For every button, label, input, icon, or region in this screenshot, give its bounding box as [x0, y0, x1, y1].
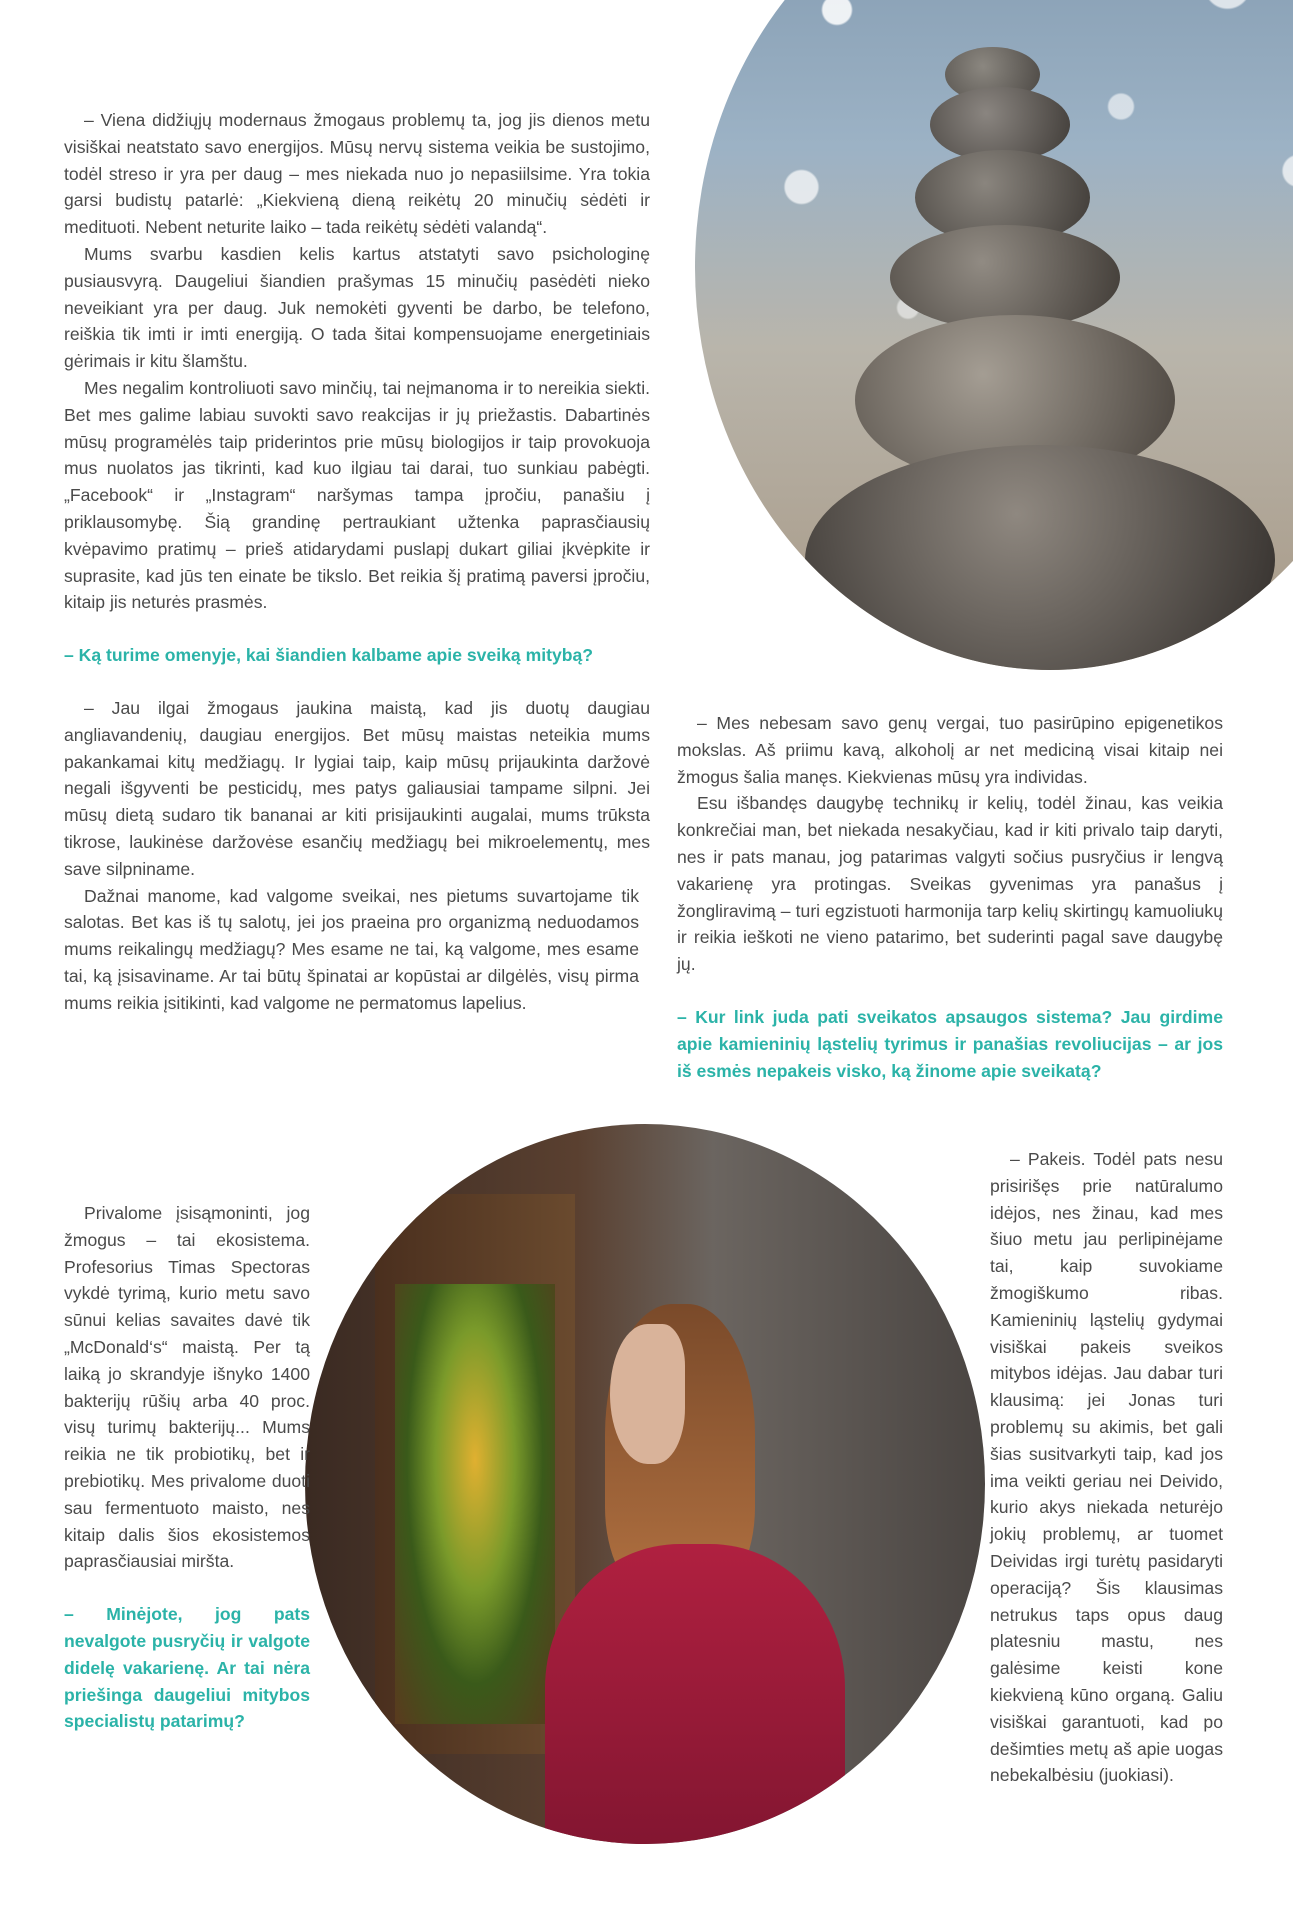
paragraph: – Viena didžiųjų modernaus žmogaus problemų ta, jog jis dienos metu visiškai neatstato savo energijos. Mūsų nervų sistema veikia be sustojimo, todėl streso ir yra per daug – mes niekada nuo jo nepasiilsime. Yra tokia garsi budistų patarlė: „Kiekvieną dieną reikėtų 20 minučių sėdėti ir medituoti. Nebent neturite laiko – tada reikėtų sėdėti valandą“.: [64, 110, 650, 238]
left-column: [64, 107, 650, 1017]
paragraph: Privalome įsisąmoninti, jog žmogus – tai ekosistema. Profesorius Timas Spectoras vykdė tyrimą, kurio metu savo sūnui kelias savaites davė tik „McDonald‘s“ maistą. Per tą laiką jo skrandyje išnyko 1400 bakterijų rūšių arba 40 proc. visų turimų bakterijų... Mums reikia ne tik probiotikų, bet ir prebiotikų. Mes privalome duoti sau fermentuoto maisto, nes kitaip dalis šios ekosistemos paprasčiausiai miršta.: [64, 1203, 310, 1572]
paragraph: Esu išbandęs daugybę technikų ir kelių, todėl žinau, kas veikia konkrečiai man, bet niekada nesakyčiau, kad ir kiti privalo taip daryti, nes ir pats manau, jog patarimas valgyti sočius pusryčius ir lengvą vakarienę yra protingas. Sveikas gyvenimas yra panašus į žongliravimą – turi egzistuoti harmonija tarp kelių skirtingų kamuoliukų ir reikia ieškoti ne vieno patarimo, bet suderinti pagal save daugybę jų.: [677, 793, 1223, 975]
meditating-woman-photo: [305, 1124, 985, 1844]
interview-question: – Minėjote, jog pats nevalgote pusryčių ir valgote didelę vakarienę. Ar tai nėra priešinga daugeliui mitybos specialistų patarimų?: [64, 1604, 310, 1732]
right-column: [677, 710, 1223, 1110]
paragraph: – Jau ilgai žmogaus jaukina maistą, kad jis duotų daugiau angliavandenių, daugiau energijos. Bet mūsų maistas neteikia mums pakankamai kitų medžiagų. Ir lygiai taip, kaip mūsų prijaukinta daržovė negali išgyventi be pesticidų, mes patys galiausiai tampame silpni. Jei mūsų dietą sudaro tik bananai ar kiti prisijaukinti augalai, mums trūksta tikrose, laukinėse daržovėse esančių medžiagų bei mikroelementų, mes save silpniname.: [64, 697, 650, 879]
woman-face: [610, 1324, 685, 1464]
left-column-wrap: [64, 1200, 310, 1761]
paragraph: Dažnai manome, kad valgome sveikai, nes pietums suvartojame tik salotas. Bet kas iš tų salotų, jei jos praeina pro organizmą neduodamos mums reikalingų medžiagų? Mes esame ne tai, ką valgome, mes esame tai, ką įsisaviname. Ar tai būtų špinatai ar kopūstai ar dilgėlės, visų pirma mums reikia įsitikinti, kad valgome ne permatomus lapelius.: [64, 885, 639, 1013]
right-column-wrap: [990, 1146, 1223, 1789]
interview-question: – Ką turime omenyje, kai šiandien kalbame apie sveiką mitybą?: [64, 645, 594, 666]
stone-base: [805, 445, 1275, 670]
garden-plants: [395, 1284, 555, 1724]
paragraph: Mes negalim kontroliuoti savo minčių, tai neįmanoma ir to nereikia siekti. Bet mes galime labiau suvokti savo reakcijas ir jų priežastis. Dabartinės mūsų programėlės taip priderintos prie mūsų biologijos ir taip provokuoja mus nuolatos jas tikrinti, kad kuo ilgiau tai darai, tuo sunkiau pabėgti. „Facebook“ ir „Instagram“ naršymas tampa įpročiu, panašiu į priklausomybę. Šią grandinę pertraukiant užtenka paprasčiausių kvėpavimo pratimų – prieš atidarydami puslapį dukart giliai įkvėpkite ir suprasite, kad jūs ten einate be tikslo. Bet reikia šį pratimą paversi įpročiu, kitaip jis neturės prasmės.: [64, 377, 650, 613]
paragraph: Mums svarbu kasdien kelis kartus atstatyti savo psichologinę pusiausvyrą. Daugeliui šiandien prašymas 15 minučių pasėdėti nieko neveikiant yra per daug. Juk nemokėti gyventi be darbo, be telefono, reiškia tik imti ir imti energiją. O tada šitai kompensuojame energetiniais gėrimais ir kitu šlamštu.: [64, 243, 650, 372]
interview-question: – Kur link juda pati sveikatos apsaugos sistema? Jau girdime apie kamieninių ląstelių tyrimus ir panašias revoliucijas – ar jos iš esmės nepakeis visko, ką žinome apie sveikatą?: [677, 1006, 1223, 1081]
paragraph: – Pakeis. Todėl pats nesu prisirišęs prie natūralumo idėjos, nes žinau, kad mes šiuo metu jau perlipinėjame tai, kaip suvokiame žmogiškumo ribas. Kamieninių ląstelių gydymai visiškai pakeis sveikos mitybos idėjas. Jau dabar turi klausimą: jei Jonas turi problemų su akimis, bet gali šias susitvarkyti taip, kad jos ima veikti geriau nei Deivido, kurio akys niekada neturėjo jokių problemų, ar tuomet Deividas irgi turėtų pasidaryti operaciją? Šis klausimas netrukus taps opus daug platesniu mastu, nes galėsime keisti kone kiekvieną kūno organą. Galiu visiškai garantuoti, kad po dešimties metų aš apie uogas nebekalbėsiu (juokiasi).: [990, 1149, 1223, 1786]
woman-shirt: [545, 1544, 845, 1844]
stacked-stones-photo: [695, 0, 1293, 670]
paragraph: – Mes nebesam savo genų vergai, tuo pasirūpino epigenetikos mokslas. Aš priimu kavą, alkoholį ar net mediciną visai kitaip nei žmogus šalia manęs. Kiekvienas mūsų yra individas.: [677, 713, 1223, 787]
